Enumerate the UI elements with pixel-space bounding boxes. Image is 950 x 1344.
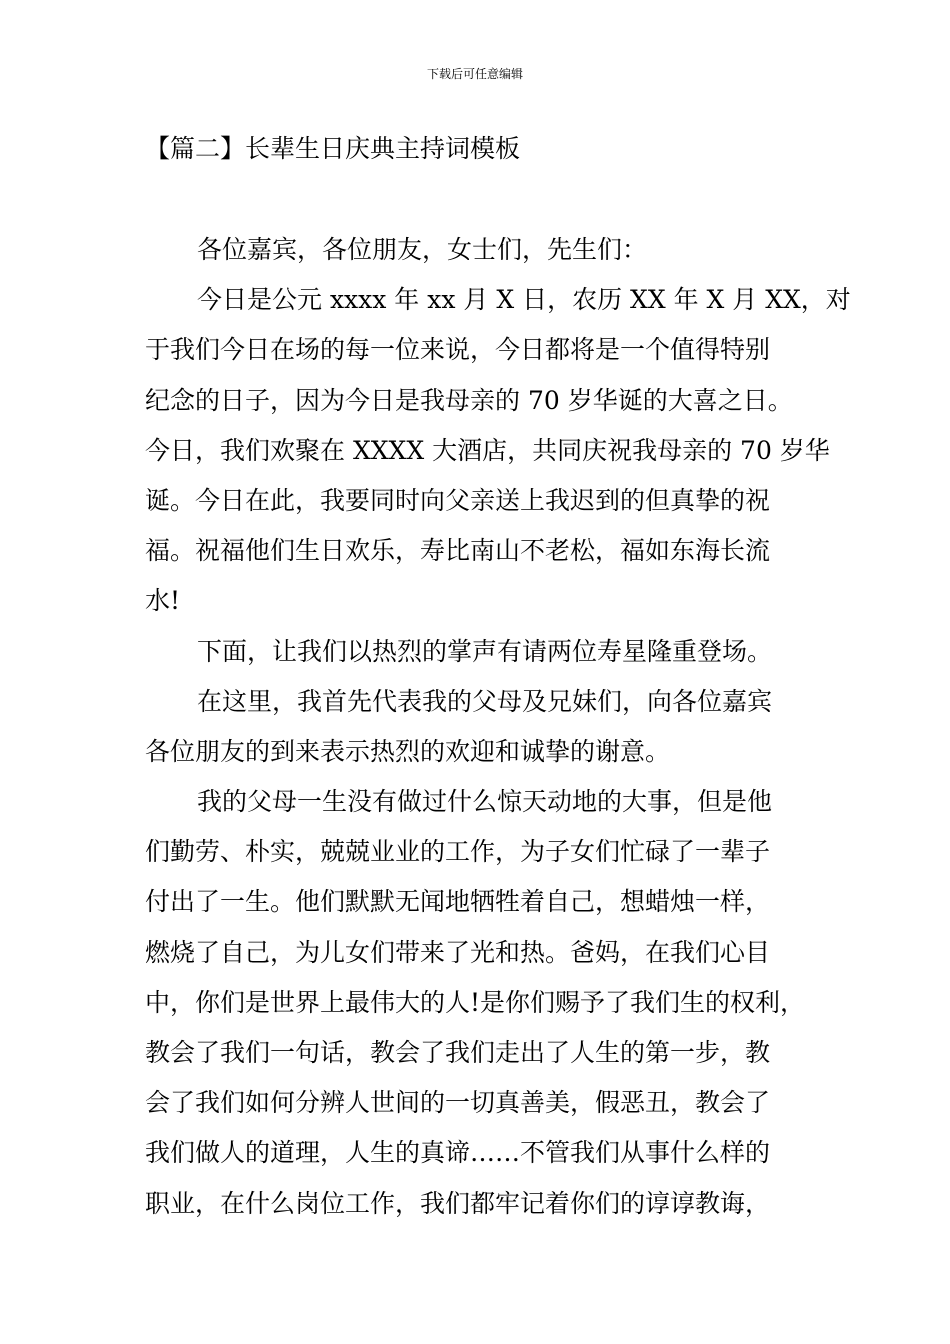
document-title: 【篇二】长辈生日庆典主持词模板 <box>145 134 521 163</box>
body-line: 在这里，我首先代表我的父母及兄妹们，向各位嘉宾 <box>197 686 773 716</box>
body-line: 职业，在什么岗位工作，我们都牢记着你们的谆谆教诲， <box>145 1188 771 1218</box>
body-line: 我的父母一生没有做过什么惊天动地的大事，但是他 <box>197 787 773 817</box>
body-line: 水! <box>145 586 181 616</box>
body-line: 福。祝福他们生日欢乐，寿比南山不老松，福如东海长流 <box>145 536 771 566</box>
body-line: 教会了我们一句话，教会了我们走出了人生的第一步，教 <box>145 1038 771 1067</box>
body-line: 我们做人的道理，人生的真谛……不管我们从事什么样的 <box>145 1138 771 1168</box>
body-line: 下面，让我们以热烈的掌声有请两位寿星隆重登场。 <box>197 636 773 666</box>
body-line: 纪念的日子，因为今日是我母亲的 70 岁华诞的大喜之日。 <box>145 385 793 415</box>
body-line: 于我们今日在场的每一位来说，今日都将是一个值得特别 <box>145 335 771 365</box>
body-line: 会了我们如何分辨人世间的一切真善美，假恶丑，教会了 <box>145 1088 771 1118</box>
body-line: 燃烧了自己，为儿女们带来了光和热。爸妈，在我们心目 <box>145 937 771 967</box>
body-line: 今日，我们欢聚在 XXXX 大酒店，共同庆祝我母亲的 70 岁华 <box>145 435 830 465</box>
body-line: 各位嘉宾，各位朋友，女士们，先生们： <box>197 235 648 264</box>
body-line: 今日是公元 xxxx 年 xx 月 X 日，农历 XX 年 X 月 XX，对 <box>197 285 851 315</box>
body-line: 付出了一生。他们默默无闻地牺牲着自己，想蜡烛一样， <box>145 887 771 917</box>
page-header-note: 下载后可任意编辑 <box>426 67 523 81</box>
body-line: 中，你们是世界上最伟大的人!是你们赐予了我们生的权利， <box>145 987 806 1017</box>
body-line: 们勤劳、朴实，兢兢业业的工作，为子女们忙碌了一辈子 <box>145 837 771 867</box>
body-line: 各位朋友的到来表示热烈的欢迎和诚挚的谢意。 <box>145 736 671 766</box>
body-line: 诞。今日在此，我要同时向父亲送上我迟到的但真挚的祝 <box>145 485 771 515</box>
body-text <box>145 225 851 1229</box>
